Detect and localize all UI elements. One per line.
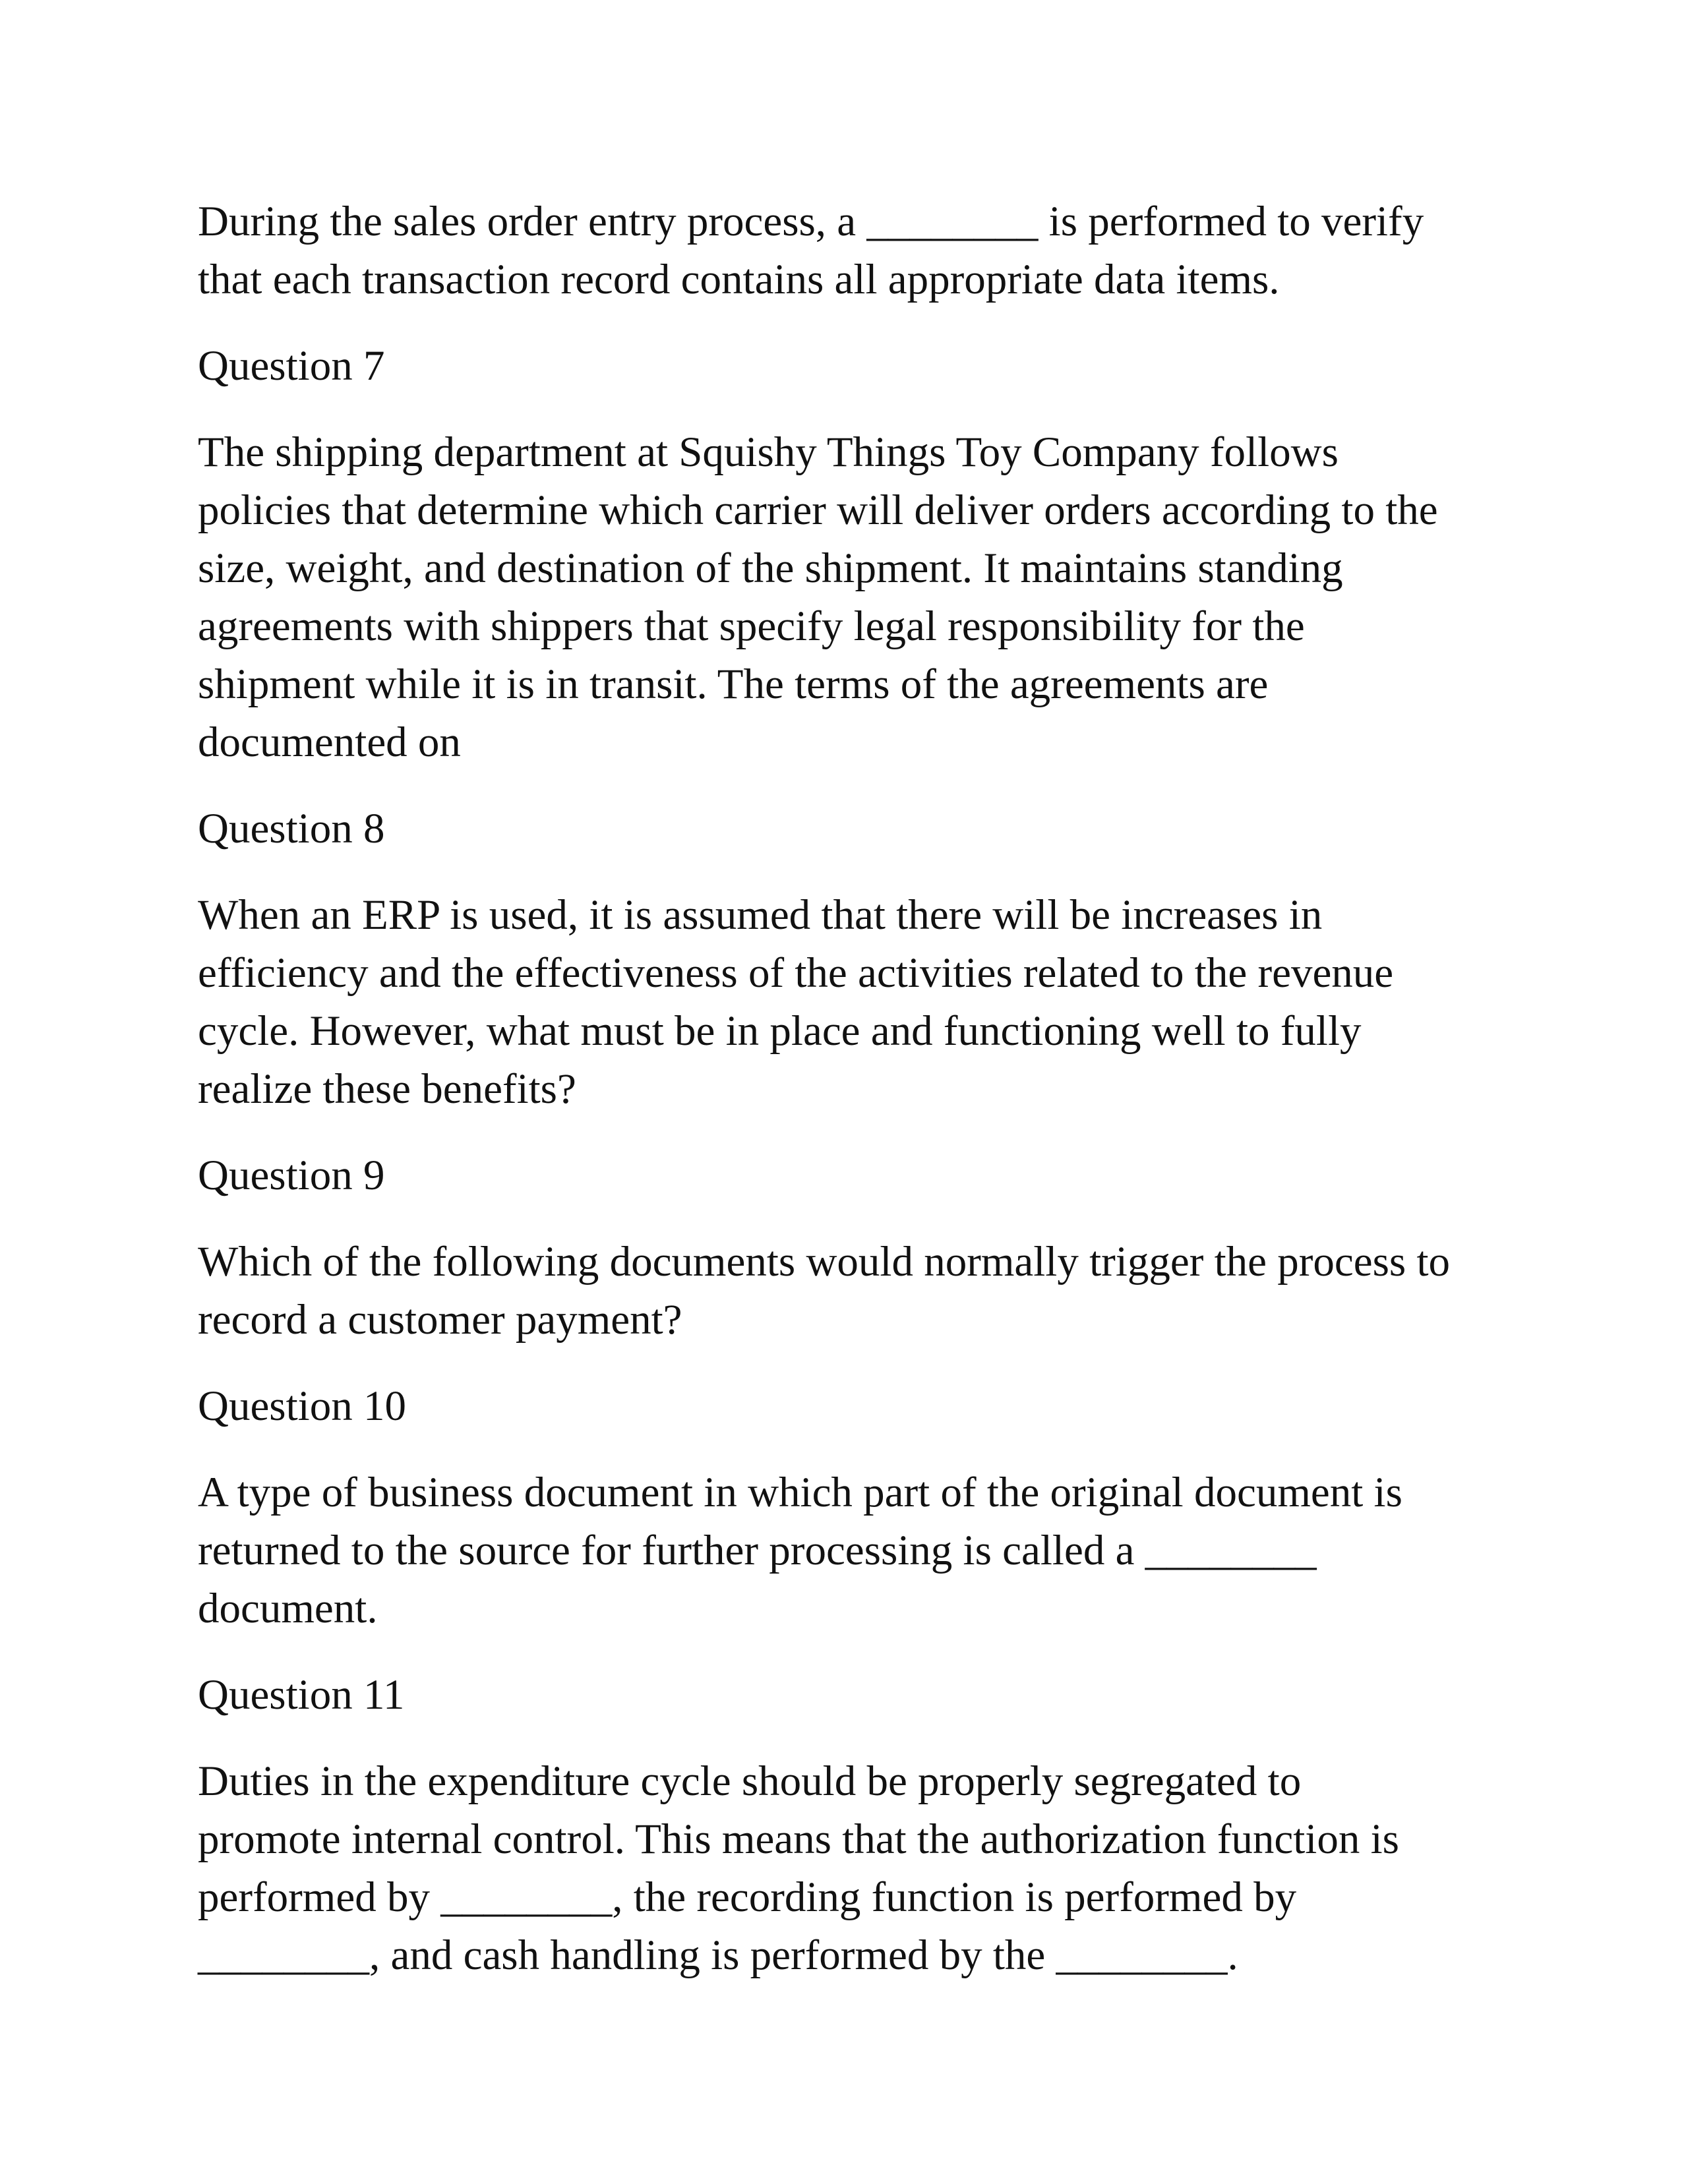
question-11-text: Duties in the expenditure cycle should be properly segregated to promote internal control. This means that the authorization function is performed by ________, the recording function is performed by ________, and cash handling is performed by the ________. [198, 1757, 1399, 1979]
question-9-heading: Question 9 [198, 1152, 385, 1199]
question-8-text: When an ERP is used, it is assumed that there will be increases in efficiency and the effectiveness of the activities related to the revenue cycle. However, what must be in place and functioning well to fully realize these benefits? [198, 891, 1394, 1113]
question-9-text: Which of the following documents would normally trigger the process to record a customer payment? [198, 1238, 1451, 1343]
intro-paragraph: During the sales order entry process, a ________ is performed to verify that each transaction record contains all appropriate data items. [198, 198, 1424, 303]
question-7-text: The shipping department at Squishy Things Toy Company follows policies that determine which carrier will deliver orders according to the size, weight, and destination of the shipment. It maintains standing agreements with shippers that specify legal responsibility for the shipment while it is in transit. The terms of the agreements are documented on [198, 428, 1438, 766]
document-page [198, 192, 1517, 1984]
question-8-heading: Question 8 [198, 805, 385, 852]
question-10-text: A type of business document in which part of the original document is returned to the source for further processing is called a ________ document. [198, 1469, 1402, 1632]
question-7-heading: Question 7 [198, 342, 385, 390]
question-10-heading: Question 10 [198, 1382, 406, 1430]
question-11-heading: Question 11 [198, 1671, 405, 1719]
